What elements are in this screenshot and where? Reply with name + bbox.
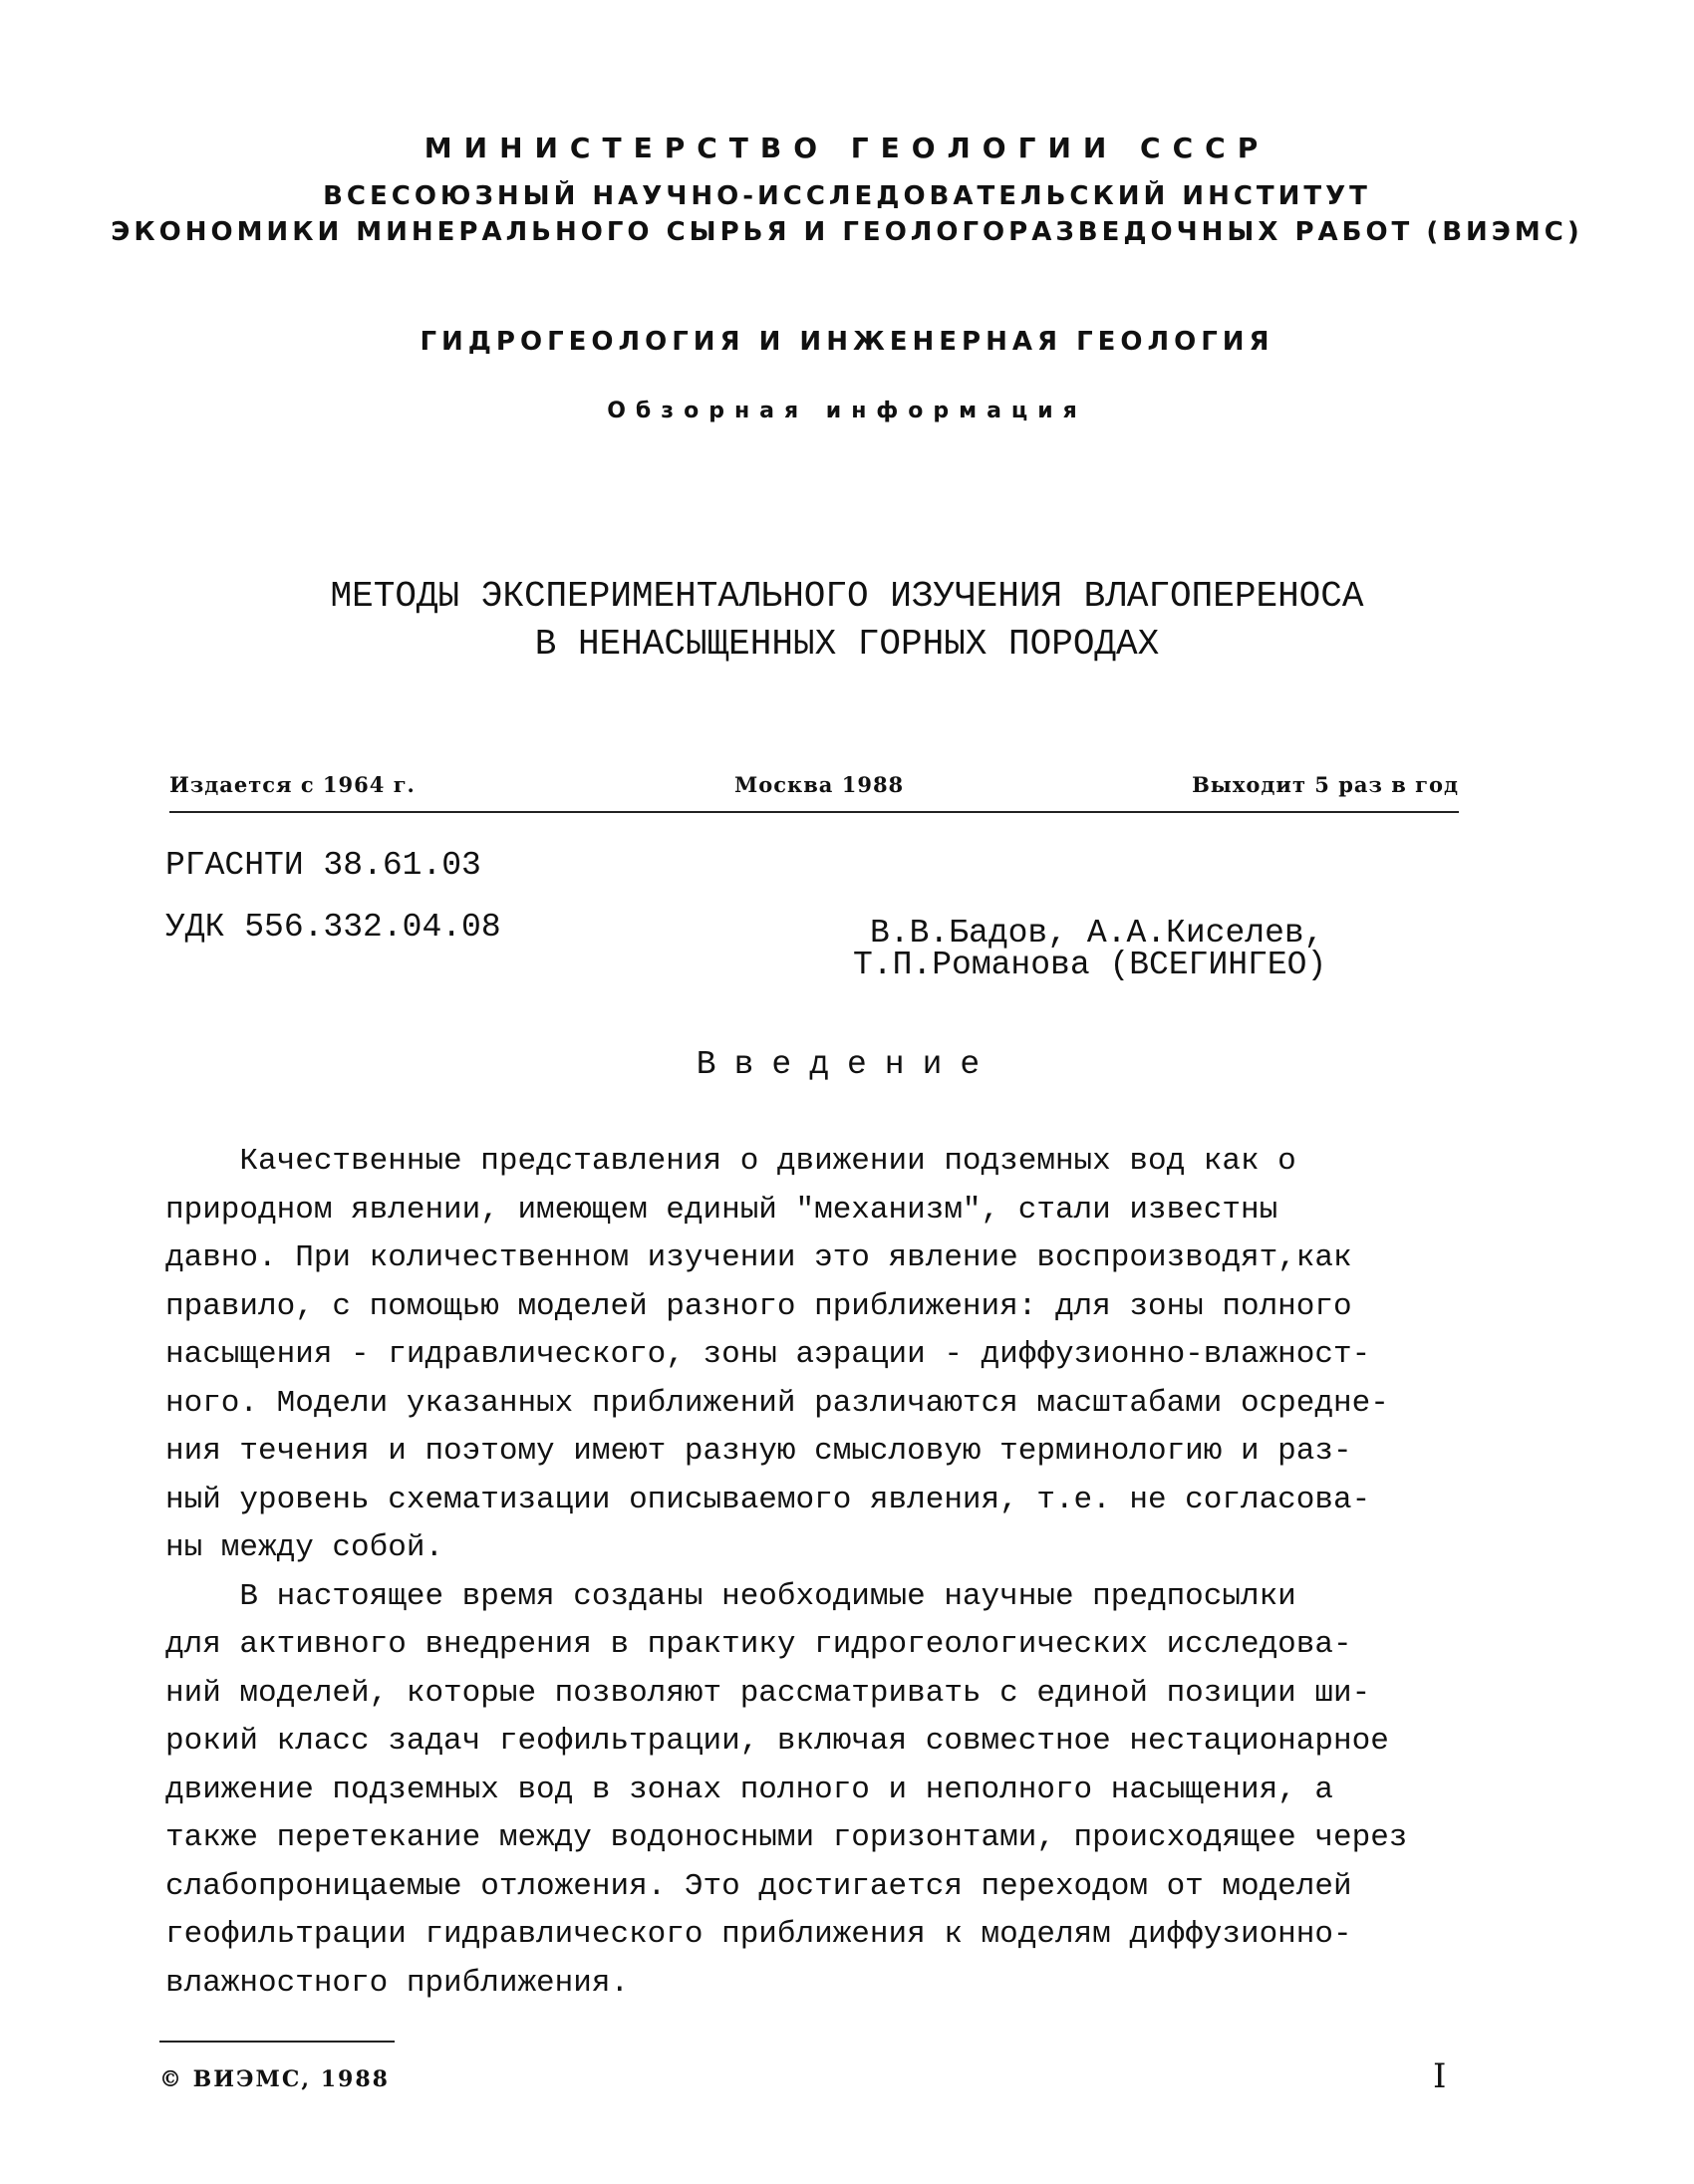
authors-line-2: Т.П.Романова (ВСЕГИНГЕО)	[853, 947, 1327, 983]
document-title-line-1: МЕТОДЫ ЭКСПЕРИМЕНТАЛЬНОГО ИЗУЧЕНИЯ ВЛАГОПЕРЕНОСА	[330, 576, 1364, 617]
text-line: для активного внедрения в практику гидрогеологических исследова-	[165, 1627, 1352, 1662]
rgasnti-code: РГАСНТИ 38.61.03	[165, 847, 481, 884]
section-heading: Введение	[696, 1046, 998, 1083]
text-line: ния течения и поэтому имеют разную смысловую терминологию и раз-	[165, 1434, 1352, 1469]
ministry-heading: МИНИСТЕРСТВО ГЕОЛОГИИ СССР	[424, 132, 1270, 164]
text-line: В настоящее время созданы необходимые научные предпосылки	[165, 1578, 1296, 1614]
document-title-line-2: В НЕНАСЫЩЕННЫХ ГОРНЫХ ПОРОДАХ	[534, 624, 1160, 665]
page-number: I	[1433, 2056, 1447, 2096]
published-since: Издается с 1964 г.	[169, 772, 416, 797]
text-line: насыщения - гидравлического, зоны аэрации - диффузионно-влажност-	[165, 1337, 1371, 1372]
place-year: Москва 1988	[734, 772, 905, 797]
publication-frequency: Выходит 5 раз в год	[1192, 772, 1459, 797]
text-line: рокий класс задач геофильтрации, включая совместное нестационарное	[165, 1724, 1389, 1759]
institute-line-2: ЭКОНОМИКИ МИНЕРАЛЬНОГО СЫРЬЯ И ГЕОЛОГОРАЗВЕДОЧНЫХ РАБОТ (ВИЭМС)	[111, 217, 1583, 247]
text-line: движение подземных вод в зонах полного и неполного насыщения, а	[165, 1772, 1333, 1807]
text-line: геофильтрации гидравлического приближения к моделям диффузионно-	[165, 1917, 1352, 1952]
series-heading: ГИДРОГЕОЛОГИЯ И ИНЖЕНЕРНАЯ ГЕОЛОГИЯ	[420, 327, 1274, 357]
text-line: слабопроницаемые отложения. Это достигается переходом от моделей	[165, 1868, 1352, 1904]
text-line: природном явлении, имеющем единый "механизм", стали известны	[165, 1192, 1278, 1228]
text-line: ный уровень схематизации описываемого явления, т.е. не согласова-	[165, 1482, 1371, 1517]
text-line: Качественные представления о движении подземных вод как о	[165, 1144, 1296, 1179]
header-divider	[169, 811, 1459, 813]
institute-line-1: ВСЕСОЮЗНЫЙ НАУЧНО-ИССЛЕДОВАТЕЛЬСКИЙ ИНСТИТУТ	[323, 181, 1371, 211]
authors-line-1: В.В.Бадов, А.А.Киселев,	[870, 915, 1324, 952]
text-line: ного. Модели указанных приближений различаются масштабами осредне-	[165, 1385, 1389, 1421]
series-subtitle: Обзорная информация	[607, 399, 1087, 423]
text-line: правило, с помощью моделей разного приближения: для зоны полного	[165, 1288, 1352, 1324]
body-text	[165, 1138, 1481, 2008]
text-line: ний моделей, которые позволяют рассматривать с единой позиции ши-	[165, 1675, 1371, 1711]
text-line: давно. При количественном изучении это явление воспроизводят,как	[165, 1240, 1352, 1275]
udk-code: УДК 556.332.04.08	[165, 909, 501, 946]
text-line: ны между собой.	[165, 1530, 444, 1565]
copyright-notice: © ВИЭМС, 1988	[159, 2066, 390, 2092]
text-line: влажностного приближения.	[165, 1965, 630, 2001]
text-line: также перетекание между водоносными горизонтами, происходящее через	[165, 1820, 1408, 1855]
footnote-divider	[159, 2041, 395, 2043]
